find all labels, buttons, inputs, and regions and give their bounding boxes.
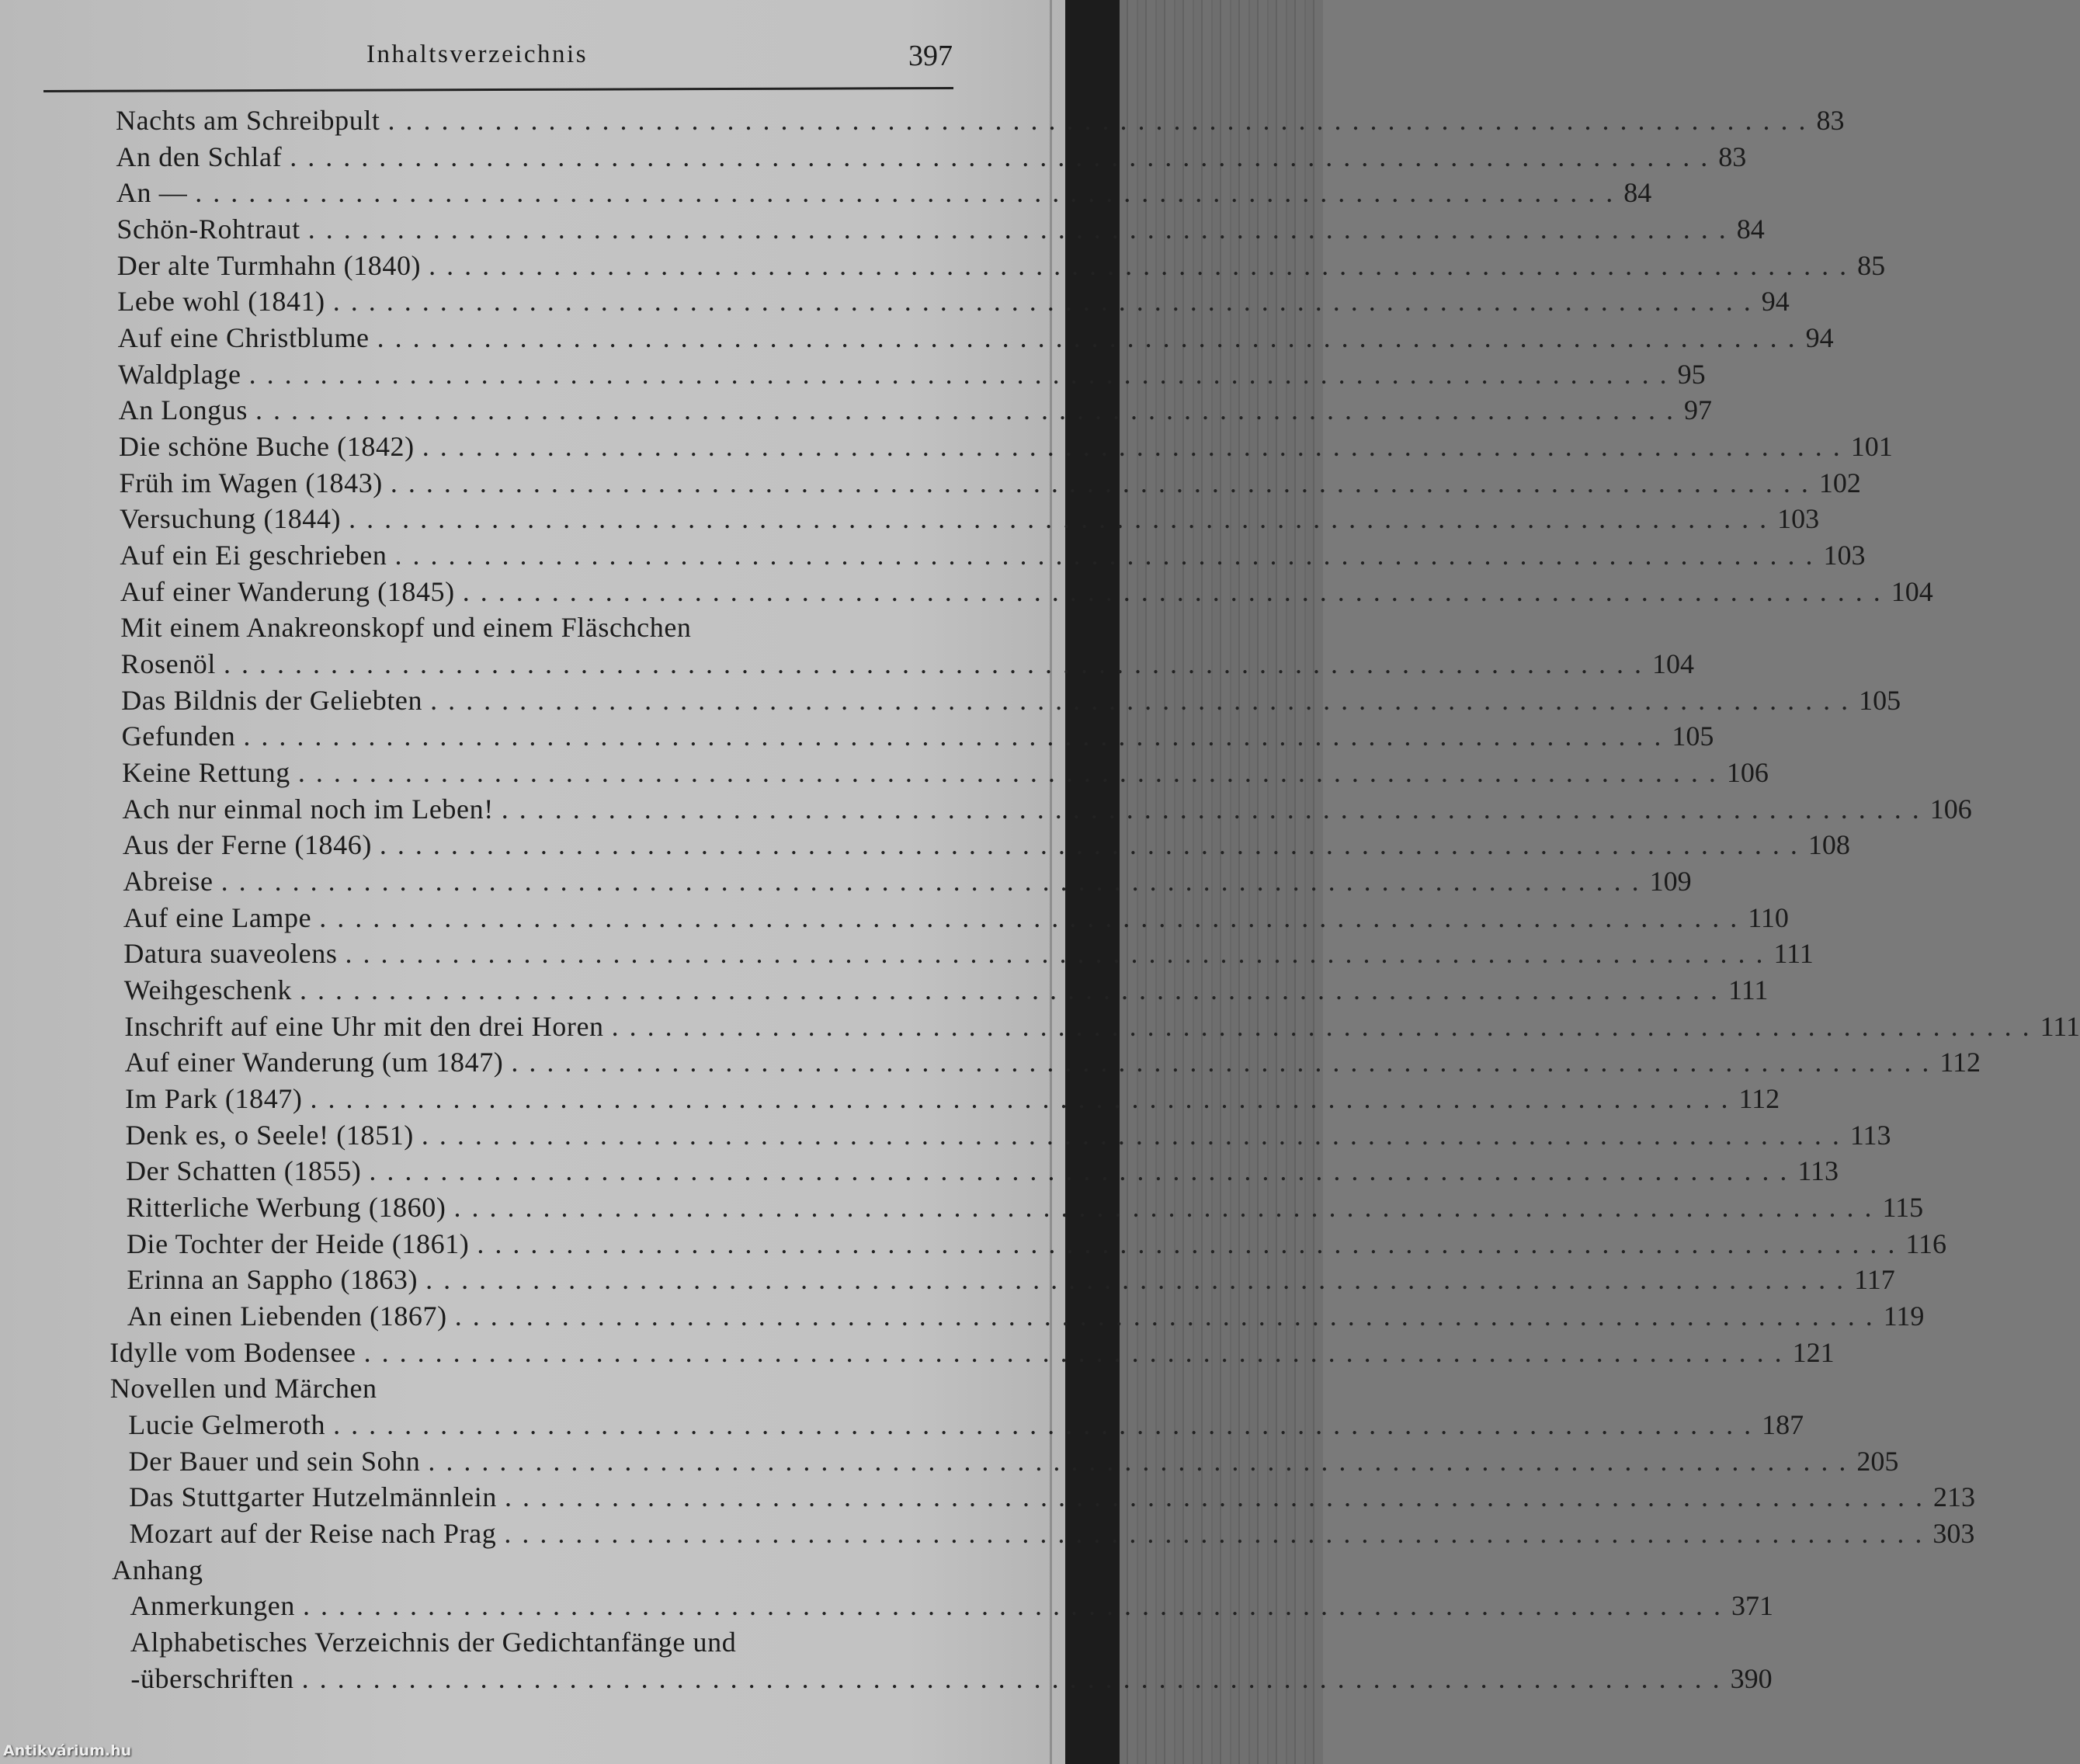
- toc-entry-page: 84: [1623, 177, 1652, 209]
- toc-entry: [124, 1046, 1981, 1082]
- toc-entry-title: Versuchung (1844): [119, 503, 342, 535]
- leader-dots: ................................................................................: [428, 1445, 1857, 1477]
- toc-entry: [127, 1300, 1925, 1335]
- toc-entry-title: Nachts am Schreibpult: [116, 105, 380, 136]
- toc-entry: [123, 828, 1850, 864]
- leader-dots: ................................................................................: [369, 1155, 1798, 1187]
- toc-entry: [118, 358, 1706, 394]
- toc-entry-title: Die Tochter der Heide (1861): [126, 1228, 470, 1259]
- toc-entry: [120, 611, 918, 647]
- toc-entry-page: 213: [1932, 1481, 1975, 1513]
- toc-entry: [128, 1408, 1804, 1444]
- toc-entry-page: 95: [1677, 358, 1706, 390]
- toc-entry-page: 121: [1792, 1336, 1835, 1368]
- toc-entry-title: An —: [116, 177, 188, 209]
- toc-entry-title: Aus der Ferne (1846): [123, 829, 372, 861]
- leader-dots: ................................................................................: [501, 793, 1930, 825]
- leader-dots: ................................................................................: [297, 757, 1727, 789]
- toc-entry: [120, 575, 1933, 611]
- toc-entry: [116, 141, 1747, 176]
- toc-entry-title: Auf ein Ei geschrieben: [120, 540, 387, 571]
- toc-entry-page: 104: [1651, 648, 1694, 680]
- toc-entry-title: Das Bildnis der Geliebten: [121, 684, 423, 716]
- toc-entry: [116, 213, 1765, 248]
- toc-entry-title: Früh im Wagen (1843): [119, 467, 383, 498]
- leader-dots: ................................................................................: [333, 1409, 1762, 1441]
- toc-entry-page: 390: [1730, 1662, 1773, 1694]
- leader-dots: ................................................................................: [195, 177, 1624, 209]
- toc-entry-title: An einen Liebenden (1867): [127, 1300, 447, 1332]
- page-number: 397: [908, 40, 953, 72]
- toc-entry-title: Inschrift auf eine Uhr mit den drei Horen: [124, 1010, 604, 1042]
- leader-dots: ................................................................................: [379, 829, 1808, 861]
- toc-entry-title: Idylle vom Bodensee: [109, 1336, 356, 1368]
- toc-entry-title: Gefunden: [121, 721, 236, 752]
- leader-dots: ................................................................................: [387, 105, 1817, 136]
- toc-entry-title: Auf eine Christblume: [117, 322, 370, 354]
- leader-dots: ................................................................................: [394, 540, 1824, 571]
- leader-dots: ................................................................................: [611, 1010, 2040, 1042]
- leader-dots: ................................................................................: [421, 1119, 1850, 1151]
- toc-entry: [130, 1589, 1773, 1625]
- toc-entry-title: Schön-Rohtraut: [116, 214, 300, 245]
- leader-dots: ................................................................................: [349, 503, 1778, 535]
- toc-entry-page: 117: [1854, 1264, 1895, 1296]
- toc-entry: [110, 1372, 918, 1408]
- toc-entry-page: 94: [1761, 286, 1790, 318]
- toc-entry-title: Auf eine Lampe: [123, 901, 312, 933]
- toc-entry: [125, 1119, 1891, 1155]
- toc-entry-page: 110: [1748, 901, 1789, 933]
- toc-entry: [118, 394, 1712, 429]
- toc-entry-title: Der alte Turmhahn (1840): [116, 249, 422, 281]
- toc-entry-title: Der Bauer und sein Sohn: [128, 1445, 421, 1477]
- leader-dots: ................................................................................: [221, 866, 1650, 898]
- toc-entry-title: Lucie Gelmeroth: [128, 1409, 326, 1441]
- leader-dots: ................................................................................: [332, 286, 1762, 318]
- toc-entry-title: Mit einem Anakreonskopf und einem Fläschchen: [120, 612, 692, 644]
- toc-entry-page: 205: [1856, 1445, 1899, 1477]
- leader-dots: ................................................................................: [290, 141, 1719, 172]
- leader-dots: ................................................................................: [429, 249, 1858, 281]
- toc-entry-title: Der Schatten (1855): [126, 1155, 362, 1187]
- toc-entry-title: Ritterliche Werbung (1860): [126, 1192, 446, 1224]
- toc-entry-page: 104: [1891, 575, 1933, 607]
- leader-dots: ................................................................................: [300, 974, 1729, 1006]
- toc-entry: [116, 249, 1886, 285]
- leader-dots: ................................................................................: [477, 1228, 1906, 1259]
- leader-dots: ................................................................................: [223, 648, 1652, 680]
- leader-dots: ................................................................................: [425, 1264, 1855, 1296]
- toc-entry-title: Das Stuttgarter Hutzelmännlein: [129, 1481, 497, 1513]
- toc-entry-title: Mozart auf der Reise nach Prag: [129, 1518, 497, 1550]
- toc-entry: [120, 539, 1866, 575]
- toc-entry-page: 103: [1823, 540, 1866, 571]
- toc-entry-page: 187: [1762, 1409, 1804, 1441]
- leader-dots: ................................................................................: [301, 1662, 1731, 1694]
- toc-entry-title: Lebe wohl (1841): [117, 286, 325, 318]
- toc-entry: [126, 1228, 1947, 1263]
- toc-entry-title: An den Schlaf: [116, 141, 283, 172]
- toc-entry: [123, 937, 1814, 973]
- leader-dots: ................................................................................: [422, 431, 1851, 463]
- toc-entry: [119, 502, 1820, 538]
- toc-entry-page: 112: [1738, 1083, 1780, 1115]
- toc-entry-page: 105: [1859, 684, 1901, 716]
- toc-entry-title: Alphabetisches Verzeichnis der Gedichtanfänge und: [130, 1627, 737, 1658]
- toc-entry-title: Abreise: [123, 866, 214, 898]
- toc-entry: [116, 104, 1845, 140]
- toc-entry: [120, 648, 1694, 683]
- toc-entry-title: -überschriften: [130, 1662, 294, 1694]
- leader-dots: ................................................................................: [462, 575, 1891, 607]
- toc-entry: [119, 467, 1861, 502]
- toc-entry-page: 102: [1818, 467, 1861, 498]
- toc-entry: [125, 1082, 1780, 1118]
- running-head: Inhaltsverzeichnis: [366, 40, 589, 68]
- toc-entry: [121, 720, 1714, 755]
- leader-dots: ................................................................................: [307, 214, 1737, 245]
- toc-entry: [130, 1626, 918, 1662]
- leader-dots: ................................................................................: [243, 721, 1672, 752]
- toc-entry: [122, 793, 1972, 828]
- toc-entry: [123, 974, 1769, 1009]
- leader-dots: ................................................................................: [453, 1192, 1883, 1224]
- toc-entry-page: 109: [1649, 866, 1692, 898]
- toc-entry-page: 113: [1797, 1155, 1839, 1187]
- toc-entry-title: Keine Rettung: [122, 757, 290, 789]
- toc-entry-title: Auf einer Wanderung (um 1847): [124, 1047, 504, 1078]
- toc-entry-page: 371: [1731, 1590, 1773, 1622]
- toc-entry: [121, 684, 1901, 720]
- toc-entry-page: 105: [1672, 721, 1714, 752]
- leader-dots: ................................................................................: [504, 1518, 1933, 1550]
- toc-entry-page: 85: [1857, 249, 1886, 281]
- leader-dots: ................................................................................: [511, 1047, 1940, 1078]
- toc-entry: [124, 1010, 2080, 1046]
- toc-entry: [123, 901, 1789, 937]
- toc-entry-title: Weihgeschenk: [123, 974, 293, 1006]
- toc-entry-page: 103: [1777, 503, 1820, 535]
- watermark: Antikvárium.hu: [3, 1742, 132, 1759]
- leader-dots: ................................................................................: [255, 394, 1684, 426]
- toc-entry: [122, 756, 1769, 792]
- toc-entry: [112, 1554, 918, 1589]
- leader-dots: ................................................................................: [377, 322, 1806, 354]
- leader-dots: ................................................................................: [430, 684, 1859, 716]
- toc-entry-title: Ach nur einmal noch im Leben!: [122, 793, 494, 825]
- toc-entry-title: Anmerkungen: [130, 1590, 295, 1622]
- toc-entry: [119, 430, 1893, 466]
- toc-entry: [123, 865, 1692, 901]
- toc-entry-title: Waldplage: [118, 358, 241, 390]
- toc-entry-page: 116: [1905, 1228, 1947, 1259]
- toc-entry-page: 303: [1932, 1518, 1975, 1550]
- toc-entry-page: 101: [1850, 431, 1893, 463]
- toc-entry-title: Datura suaveolens: [123, 938, 338, 970]
- toc-entry-page: 97: [1684, 394, 1712, 426]
- toc-entry-title: Rosenöl: [120, 648, 216, 680]
- toc-entry-page: 83: [1718, 141, 1747, 172]
- toc-entry-title: Erinna an Sappho (1863): [127, 1264, 418, 1296]
- toc-entry-title: Auf einer Wanderung (1845): [120, 575, 455, 607]
- toc-entry-page: 106: [1726, 757, 1769, 789]
- toc-entry-page: 94: [1805, 322, 1834, 354]
- toc-entry-title: Novellen und Märchen: [109, 1373, 377, 1405]
- toc-entry-page: 83: [1816, 105, 1845, 136]
- leader-dots: ................................................................................: [363, 1336, 1793, 1368]
- leader-dots: ................................................................................: [302, 1590, 1731, 1622]
- toc-entry-page: 111: [1728, 974, 1769, 1006]
- toc-entry: [126, 1155, 1839, 1190]
- leader-dots: ................................................................................: [390, 467, 1819, 498]
- toc-entry-title: Anhang: [112, 1554, 203, 1585]
- toc-entry: [128, 1445, 1899, 1481]
- leader-dots: ................................................................................: [454, 1300, 1884, 1332]
- toc-entry: [116, 176, 1652, 212]
- toc-entry-page: 84: [1736, 214, 1765, 245]
- leader-dots: ................................................................................: [319, 901, 1748, 933]
- toc-entry: [129, 1481, 1975, 1516]
- toc-entry-title: Denk es, o Seele! (1851): [125, 1119, 414, 1151]
- toc-entry: [117, 285, 1790, 321]
- toc-entry-page: 108: [1807, 829, 1850, 861]
- toc-entry-page: 111: [1773, 938, 1814, 970]
- toc-entry: [130, 1662, 1773, 1698]
- leader-dots: ................................................................................: [504, 1481, 1933, 1513]
- toc-entry: [109, 1336, 1835, 1372]
- leader-dots: ................................................................................: [345, 938, 1774, 970]
- toc-entry-title: Im Park (1847): [125, 1083, 303, 1115]
- toc-entry-page: 112: [1939, 1047, 1981, 1078]
- toc-entry-page: 113: [1849, 1119, 1891, 1151]
- toc-entry-title: Die schöne Buche (1842): [119, 431, 415, 463]
- toc-entry: [117, 321, 1834, 357]
- leader-dots: ................................................................................: [310, 1083, 1739, 1115]
- toc-entry: [129, 1517, 1975, 1553]
- leader-dots: ................................................................................: [248, 358, 1678, 390]
- toc-entry: [127, 1263, 1895, 1299]
- toc-entry-page: 106: [1929, 793, 1972, 825]
- toc-entry-page: 115: [1882, 1192, 1924, 1224]
- toc-entry: [126, 1191, 1924, 1227]
- toc-entry-page: 111: [2040, 1010, 2080, 1042]
- toc-entry-title: An Longus: [118, 394, 248, 426]
- toc-entry-page: 119: [1883, 1300, 1925, 1332]
